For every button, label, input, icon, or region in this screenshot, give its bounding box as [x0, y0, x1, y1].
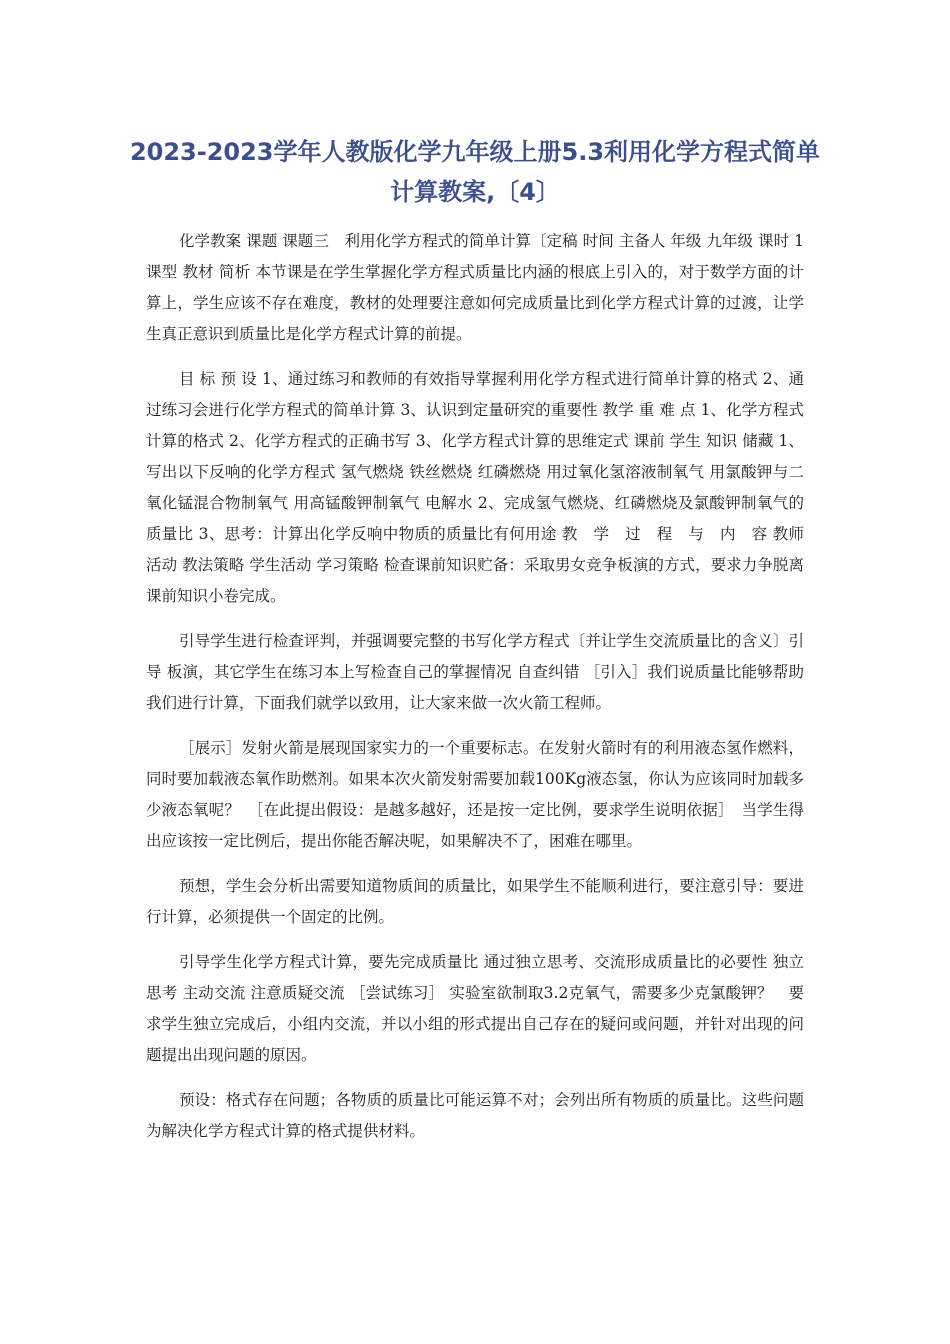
document-body	[146, 226, 804, 1161]
paragraph-rocket-display: ［展示］发射火箭是展现国家实力的一个重要标志。在发射火箭时有的利用液态氢作燃料，同时要加载液态氧作助燃剂。如果本次火箭发射需要加载100Kg液态氢，你认为应该同时加载多少液态氧呢？ ［在此提出假设：是越多越好，还是按一定比例，要求学生说明依据］ 当学生得出应该按一定比例后，提出你能否解决呢，如果解决不了，困难在哪里。	[146, 739, 804, 850]
document-title: 2023-2023学年人教版化学九年级上册5.3利用化学方程式简单计算教案,〔4〕	[129, 138, 821, 206]
paragraph-practice: 引导学生化学方程式计算，要先完成质量比 通过独立思考、交流形成质量比的必要性 独立思考 主动交流 注意质疑交流 ［尝试练习］ 实验室欲制取3.2克氧气，需要多少克氯酸钾？ 要求学生独立完成后，小组内交流，并以小组的形式提出自己存在的疑问或问题，并针对出现的问题提出出现问题的原因。	[146, 953, 804, 1064]
paragraph-preset: 预设：格式存在问题；各物质的质量比可能运算不对；会列出所有物质的质量比。这些问题为解决化学方程式计算的格式提供材料。	[146, 1091, 804, 1140]
paragraph-goals: 目 标 预 设 1、通过练习和教师的有效指导掌握利用化学方程式进行简单计算的格式 2、通过练习会进行化学方程式的简单计算 3、认识到定量研究的重要性 教学 重 难 点 1、化学方程式计算的格式 2、化学方程式的正确书写 3、化学方程式计算的思维定式 课前 学生 知识 储藏 1、写出以下反响的化学方程式 氢气燃烧 铁丝燃烧 红磷燃烧 用过氧化氢溶液制氧气 用氯酸钾与二氧化锰混合物制氧气 用高锰酸钾制氧气 电解水 2、完成氢气燃烧、红磷燃烧及氯酸钾制氧气的质量比 3、思考：计算出化学反响中物质的质量比有何用途 教 学 过 程 与 内 容 教师活动 教法策略 学生活动 学习策略 检查课前知识贮备：采取男女竞争板演的方式，要求力争脱离课前知识小卷完成。	[146, 370, 804, 605]
paragraph-prediction: 预想，学生会分析出需要知道物质间的质量比，如果学生不能顺利进行，要注意引导：要进行计算，必须提供一个固定的比例。	[146, 877, 804, 926]
paragraph-guidance: 引导学生进行检查评判，并强调要完整的书写化学方程式〔并让学生交流质量比的含义〕引导 板演，其它学生在练习本上写检查自己的掌握情况 自查纠错 ［引入］我们说质量比能够帮助我们进行计算，下面我们就学以致用，让大家来做一次火箭工程师。	[146, 632, 804, 712]
paragraph-intro: 化学教案 课题 课题三 利用化学方程式的简单计算〔定稿 时间 主备人 年级 九年级 课时 1 课型 教材 简析 本节课是在学生掌握化学方程式质量比内涵的根底上引入的，对于数学方面的计算上，学生应该不存在难度，教材的处理要注意如何完成质量比到化学方程式计算的过渡，让学生真正意识到质量比是化学方程式计算的前提。	[146, 232, 804, 343]
